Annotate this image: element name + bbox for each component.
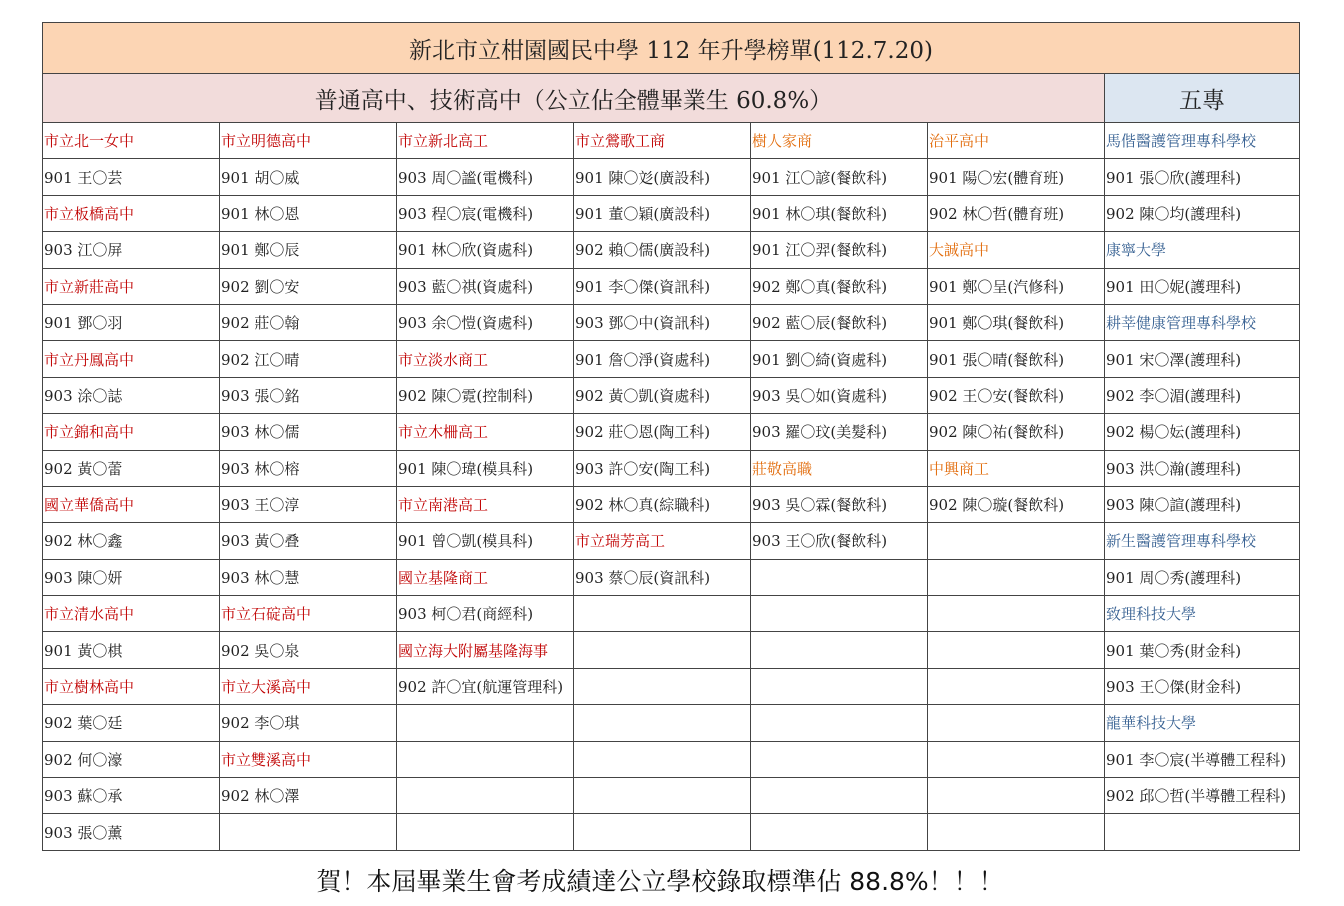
student-cell — [928, 523, 1105, 559]
student-cell: 902 陳〇祐(餐飲科) — [928, 414, 1105, 450]
student-cell: 902 何〇濠 — [43, 741, 220, 777]
student-cell: 902 王〇安(餐飲科) — [928, 377, 1105, 413]
admission-table — [42, 22, 1300, 851]
student-cell — [928, 668, 1105, 704]
student-cell: 902 黃〇蕾 — [43, 450, 220, 486]
table-row — [43, 705, 1300, 741]
student-cell: 902 劉〇安 — [220, 268, 397, 304]
student-cell: 903 余〇愷(資處科) — [397, 304, 574, 340]
student-cell: 902 邱〇哲(半導體工程科) — [1105, 778, 1300, 814]
student-cell: 902 陳〇霓(控制科) — [397, 377, 574, 413]
student-cell: 903 陳〇諠(護理科) — [1105, 486, 1300, 522]
student-cell — [928, 814, 1105, 850]
student-cell: 902 賴〇儒(廣設科) — [574, 232, 751, 268]
student-cell: 902 林〇鑫 — [43, 523, 220, 559]
table-row — [43, 341, 1300, 377]
table-row — [43, 632, 1300, 668]
student-cell: 903 黃〇叠 — [220, 523, 397, 559]
table-row — [43, 195, 1300, 231]
student-cell: 901 田〇妮(護理科) — [1105, 268, 1300, 304]
student-cell: 901 張〇晴(餐飲科) — [928, 341, 1105, 377]
student-cell — [751, 741, 928, 777]
student-cell: 902 林〇哲(體育班) — [928, 195, 1105, 231]
student-cell: 903 洪〇瀚(護理科) — [1105, 450, 1300, 486]
table-row — [43, 159, 1300, 195]
student-cell: 901 林〇琪(餐飲科) — [751, 195, 928, 231]
student-cell — [928, 559, 1105, 595]
student-cell — [751, 632, 928, 668]
student-cell: 902 李〇湄(護理科) — [1105, 377, 1300, 413]
school-name-cell: 國立華僑高中 — [43, 486, 220, 522]
table-row — [43, 668, 1300, 704]
student-cell: 902 楊〇妘(護理科) — [1105, 414, 1300, 450]
school-name-cell: 市立板橋高中 — [43, 195, 220, 231]
student-cell: 901 董〇穎(廣設科) — [574, 195, 751, 231]
table-row — [43, 486, 1300, 522]
student-cell: 903 藍〇祺(資處科) — [397, 268, 574, 304]
student-cell: 903 鄧〇中(資訊科) — [574, 304, 751, 340]
school-name-cell: 龍華科技大學 — [1105, 705, 1300, 741]
student-cell: 901 鄭〇辰 — [220, 232, 397, 268]
student-cell: 902 陳〇均(護理科) — [1105, 195, 1300, 231]
table-row — [43, 268, 1300, 304]
student-cell: 903 蘇〇承 — [43, 778, 220, 814]
student-cell — [928, 632, 1105, 668]
school-name-cell: 中興商工 — [928, 450, 1105, 486]
student-cell: 901 詹〇淨(資處科) — [574, 341, 751, 377]
table-row — [43, 123, 1300, 159]
school-name-cell: 致理科技大學 — [1105, 596, 1300, 632]
student-cell: 903 張〇銘 — [220, 377, 397, 413]
student-cell: 901 葉〇秀(財金科) — [1105, 632, 1300, 668]
student-cell: 903 涂〇誌 — [43, 377, 220, 413]
student-cell: 903 王〇傑(財金科) — [1105, 668, 1300, 704]
student-cell — [751, 668, 928, 704]
student-cell — [397, 705, 574, 741]
congratulations-footer: 賀！本屆畢業生會考成績達公立學校錄取標準佔 88.8%！！！ — [316, 867, 1004, 896]
student-cell: 903 柯〇君(商經科) — [397, 596, 574, 632]
student-cell: 901 劉〇綺(資處科) — [751, 341, 928, 377]
student-cell: 903 羅〇玟(美髮科) — [751, 414, 928, 450]
student-cell: 903 周〇謐(電機科) — [397, 159, 574, 195]
student-cell: 903 吳〇霖(餐飲科) — [751, 486, 928, 522]
student-cell: 903 王〇欣(餐飲科) — [751, 523, 928, 559]
student-cell: 901 李〇傑(資訊科) — [574, 268, 751, 304]
student-cell — [574, 632, 751, 668]
school-name-cell: 市立樹林高中 — [43, 668, 220, 704]
student-cell: 903 許〇安(陶工科) — [574, 450, 751, 486]
student-cell — [397, 814, 574, 850]
student-cell: 901 鄭〇呈(汽修科) — [928, 268, 1105, 304]
student-cell — [751, 705, 928, 741]
school-name-cell: 市立新莊高中 — [43, 268, 220, 304]
student-cell: 901 宋〇澤(護理科) — [1105, 341, 1300, 377]
student-cell: 901 張〇欣(護理科) — [1105, 159, 1300, 195]
student-cell: 902 藍〇辰(餐飲科) — [751, 304, 928, 340]
student-cell — [928, 705, 1105, 741]
school-name-cell: 市立雙溪高中 — [220, 741, 397, 777]
student-cell — [397, 778, 574, 814]
student-cell — [574, 668, 751, 704]
table-row — [43, 450, 1300, 486]
table-row — [43, 414, 1300, 450]
student-cell: 901 胡〇威 — [220, 159, 397, 195]
student-cell: 901 周〇秀(護理科) — [1105, 559, 1300, 595]
student-cell: 901 鄧〇羽 — [43, 304, 220, 340]
table-row — [43, 232, 1300, 268]
school-name-cell: 治平高中 — [928, 123, 1105, 159]
table-row — [43, 377, 1300, 413]
student-cell: 901 林〇欣(資處科) — [397, 232, 574, 268]
student-cell: 903 江〇屏 — [43, 232, 220, 268]
student-cell: 901 王〇芸 — [43, 159, 220, 195]
student-cell — [928, 741, 1105, 777]
school-name-cell: 市立大溪高中 — [220, 668, 397, 704]
student-cell — [574, 705, 751, 741]
school-name-cell: 市立南港高工 — [397, 486, 574, 522]
student-cell: 901 江〇羿(餐飲科) — [751, 232, 928, 268]
student-cell: 903 程〇宸(電機科) — [397, 195, 574, 231]
student-cell: 903 蔡〇辰(資訊科) — [574, 559, 751, 595]
section-header-junior-college: 五專 — [1105, 74, 1300, 123]
student-cell — [397, 741, 574, 777]
table-row — [43, 814, 1300, 850]
student-cell: 903 林〇慧 — [220, 559, 397, 595]
student-cell: 901 陽〇宏(體育班) — [928, 159, 1105, 195]
table-row — [43, 596, 1300, 632]
student-cell — [574, 741, 751, 777]
student-cell: 902 林〇澤 — [220, 778, 397, 814]
table-row — [43, 304, 1300, 340]
student-cell: 901 李〇宸(半導體工程科) — [1105, 741, 1300, 777]
student-cell: 901 陳〇彣(廣設科) — [574, 159, 751, 195]
school-name-cell: 莊敬高職 — [751, 450, 928, 486]
student-cell: 902 陳〇璇(餐飲科) — [928, 486, 1105, 522]
student-cell: 902 黃〇凱(資處科) — [574, 377, 751, 413]
student-cell: 902 葉〇廷 — [43, 705, 220, 741]
school-name-cell: 市立鶯歌工商 — [574, 123, 751, 159]
school-name-cell: 市立淡水商工 — [397, 341, 574, 377]
student-cell: 902 吳〇泉 — [220, 632, 397, 668]
student-cell: 901 鄭〇琪(餐飲科) — [928, 304, 1105, 340]
student-cell: 902 莊〇恩(陶工科) — [574, 414, 751, 450]
section-header-high-school: 普通高中、技術高中（公立佔全體畢業生 60.8%） — [43, 74, 1105, 123]
student-cell: 902 李〇琪 — [220, 705, 397, 741]
student-cell: 902 許〇宜(航運管理科) — [397, 668, 574, 704]
school-name-cell: 國立基隆商工 — [397, 559, 574, 595]
school-name-cell: 耕莘健康管理專科學校 — [1105, 304, 1300, 340]
student-cell: 902 林〇真(綜職科) — [574, 486, 751, 522]
page-title: 新北市立柑園國民中學 112 年升學榜單(112.7.20) — [43, 23, 1300, 74]
school-name-cell: 市立木柵高工 — [397, 414, 574, 450]
student-cell: 903 陳〇妍 — [43, 559, 220, 595]
student-cell: 901 陳〇瑋(模具科) — [397, 450, 574, 486]
student-cell: 903 張〇薰 — [43, 814, 220, 850]
table-row — [43, 523, 1300, 559]
student-cell: 902 江〇晴 — [220, 341, 397, 377]
school-name-cell: 康寧大學 — [1105, 232, 1300, 268]
student-cell: 903 吳〇如(資處科) — [751, 377, 928, 413]
student-cell — [220, 814, 397, 850]
student-cell — [928, 596, 1105, 632]
student-cell — [751, 814, 928, 850]
student-cell — [574, 814, 751, 850]
school-name-cell: 市立瑞芳高工 — [574, 523, 751, 559]
student-cell: 903 林〇榕 — [220, 450, 397, 486]
table-row — [43, 741, 1300, 777]
student-cell — [574, 778, 751, 814]
table-row — [43, 559, 1300, 595]
student-cell: 903 王〇淳 — [220, 486, 397, 522]
student-cell: 901 林〇恩 — [220, 195, 397, 231]
school-name-cell: 樹人家商 — [751, 123, 928, 159]
student-cell — [751, 778, 928, 814]
school-name-cell: 市立明德高中 — [220, 123, 397, 159]
school-name-cell: 國立海大附屬基隆海事 — [397, 632, 574, 668]
school-name-cell: 市立石碇高中 — [220, 596, 397, 632]
student-cell: 901 黃〇棋 — [43, 632, 220, 668]
school-name-cell: 新生醫護管理專科學校 — [1105, 523, 1300, 559]
student-cell — [574, 596, 751, 632]
student-cell — [751, 596, 928, 632]
student-cell: 903 林〇儒 — [220, 414, 397, 450]
table-row — [43, 778, 1300, 814]
student-cell: 902 莊〇翰 — [220, 304, 397, 340]
school-name-cell: 市立北一女中 — [43, 123, 220, 159]
school-name-cell: 市立丹鳳高中 — [43, 341, 220, 377]
student-cell — [928, 778, 1105, 814]
student-cell — [751, 559, 928, 595]
student-cell — [1105, 814, 1300, 850]
student-cell: 902 鄭〇真(餐飲科) — [751, 268, 928, 304]
school-name-cell: 市立新北高工 — [397, 123, 574, 159]
student-cell: 901 曾〇凱(模具科) — [397, 523, 574, 559]
school-name-cell: 馬偕醫護管理專科學校 — [1105, 123, 1300, 159]
school-name-cell: 市立清水高中 — [43, 596, 220, 632]
school-name-cell: 大誠高中 — [928, 232, 1105, 268]
student-cell: 901 江〇諺(餐飲科) — [751, 159, 928, 195]
school-name-cell: 市立錦和高中 — [43, 414, 220, 450]
